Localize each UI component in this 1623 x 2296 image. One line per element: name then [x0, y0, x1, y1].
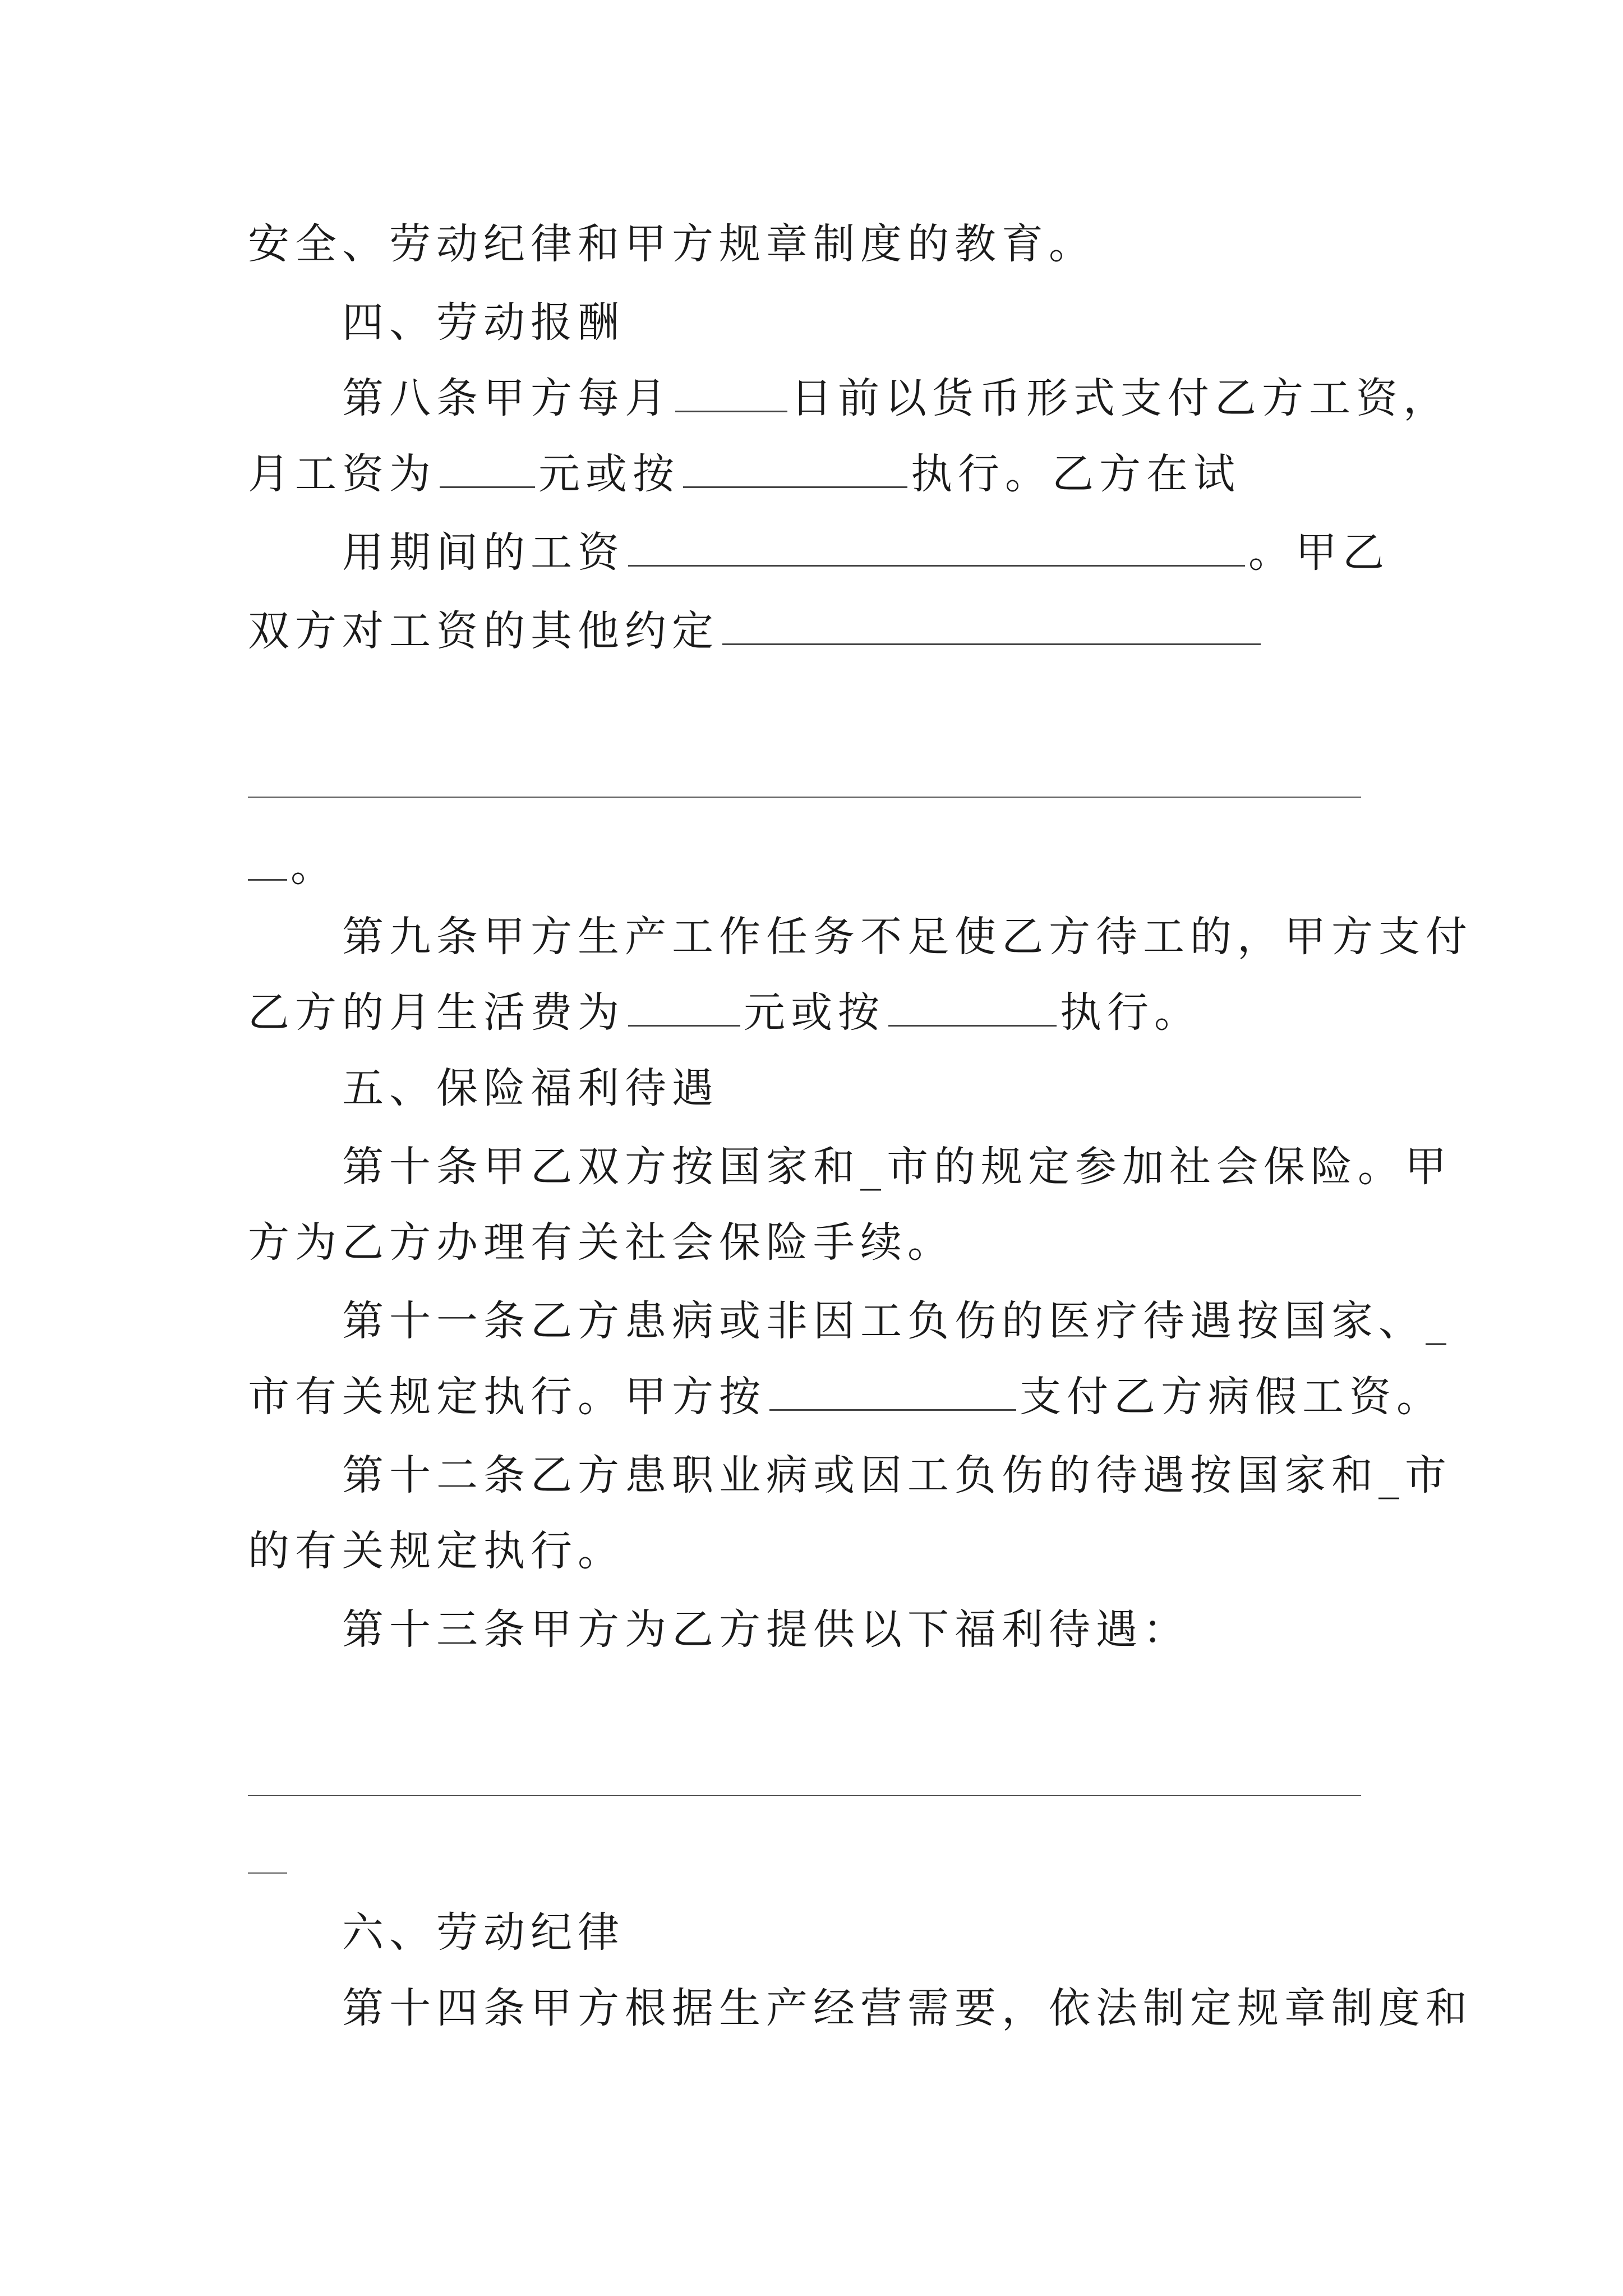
- text-segment: 元或按: [538, 450, 680, 498]
- article-12-line-2: 的有关规定执行。: [248, 1527, 625, 1575]
- article-8-line-4: [248, 603, 1264, 659]
- blank-continuation: [248, 845, 287, 881]
- article-11-line-1: 第十一条乙方患病或非因工负伤的医疗待遇按国家、_: [342, 1297, 1452, 1345]
- fill-in-rule-short: [248, 1872, 287, 1874]
- article-9-line-2: [248, 984, 1201, 1041]
- article-11-line-2: [248, 1369, 1444, 1425]
- text-segment: 双方对工资的其他约定: [248, 607, 719, 655]
- text-segment: 第八条甲方每月: [342, 374, 672, 422]
- fill-in-rule: [248, 797, 1361, 798]
- section-heading-5: 五、保险福利待遇: [342, 1064, 719, 1112]
- article-13-line-1: 第十三条甲方为乙方提供以下福利待遇：: [342, 1605, 1190, 1654]
- text-segment: 执行。: [1060, 988, 1201, 1037]
- blank-sick-pay-basis: [769, 1375, 1016, 1411]
- article-8-line-3: [342, 524, 1390, 581]
- blank-pay-day: [675, 377, 787, 412]
- article-8-line-1: [342, 370, 1450, 426]
- text-segment: 日前以货币形式支付乙方工资，: [791, 374, 1450, 422]
- text-segment: 执行。乙方在试: [911, 450, 1241, 498]
- blank-living-allowance: [628, 991, 740, 1027]
- text-segment: 乙方的月生活费为: [248, 988, 625, 1037]
- article-10-line-1: 第十条甲乙双方按国家和_市的规定参加社会保险。甲: [342, 1143, 1452, 1191]
- blank-wage-basis: [683, 453, 907, 488]
- blank-allowance-basis: [888, 991, 1057, 1027]
- blank-monthly-wage: [440, 453, 535, 488]
- blank-probation-wage: [628, 531, 1245, 567]
- blank-other-wage-terms: [722, 610, 1261, 645]
- article-9-line-1: 第九条甲方生产工作任务不足使乙方待工的，甲方支付: [342, 913, 1473, 961]
- article-8-line-5: [248, 839, 338, 895]
- text-segment: 。甲乙: [1248, 528, 1390, 577]
- article-12-line-1: 第十二条乙方患职业病或因工负伤的待遇按国家和_市: [342, 1451, 1452, 1499]
- fill-in-rule: [248, 1795, 1361, 1796]
- text-segment: 市有关规定执行。甲方按: [248, 1373, 766, 1421]
- section-heading-6: 六、劳动纪律: [342, 1908, 625, 1957]
- text-segment: 元或按: [744, 988, 885, 1037]
- article-10-line-2: 方为乙方办理有关社会保险手续。: [248, 1218, 955, 1267]
- section-heading-4: 四、劳动报酬: [342, 298, 625, 347]
- article-8-line-2: [248, 446, 1241, 502]
- text-segment: 。: [291, 843, 338, 891]
- text-segment: 月工资为: [248, 450, 436, 498]
- text-line-1: 安全、劳动纪律和甲方规章制度的教育。: [248, 220, 1096, 268]
- article-14-line-1: 第十四条甲方根据生产经营需要，依法制定规章制度和: [342, 1984, 1473, 2032]
- text-segment: 用期间的工资: [342, 528, 625, 577]
- text-segment: 支付乙方病假工资。: [1020, 1373, 1444, 1421]
